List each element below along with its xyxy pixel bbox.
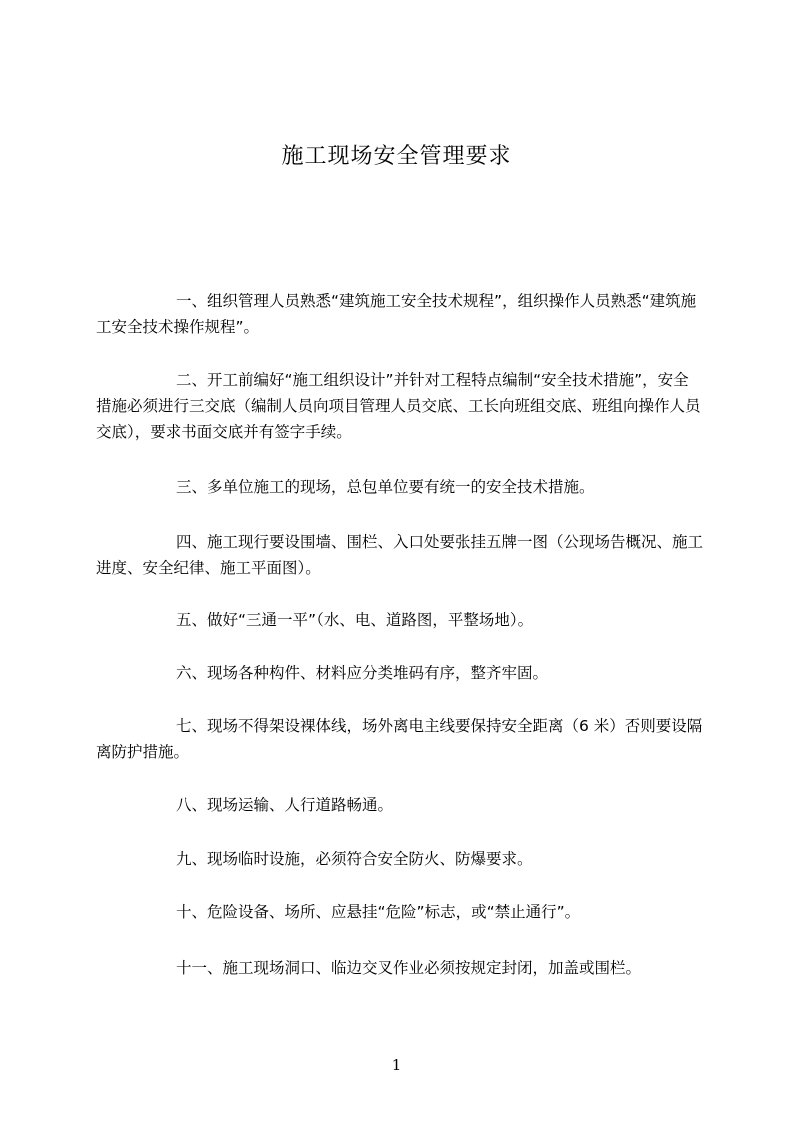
clause-text: 危险设备、场所、应悬挂“危险”标志，或“禁止通行”。 — [207, 903, 581, 921]
clause-number: 十、 — [176, 903, 208, 921]
clause-number: 四、 — [176, 533, 208, 551]
clause-2 — [96, 367, 704, 445]
page-title: 施工现场安全管理要求 — [281, 144, 512, 169]
clause-text: 施工现行要设围墙、围栏、入口处要张挂五牌一图（公现场告概况、施工进度、安全纪律、施工平面图）。 — [96, 533, 704, 577]
clause-text: 多单位施工的现场，总包单位要有统一的安全技术措施。 — [207, 478, 595, 496]
clause-8 — [96, 792, 704, 818]
clause-text: 现场临时设施，必须符合安全防火、防爆要求。 — [207, 850, 533, 868]
page-number: 1 — [391, 1056, 402, 1074]
clause-text: 做好“三通一平”（水、电、道路图，平整场地）。 — [207, 611, 534, 629]
clause-text: 现场各种构件、材料应分类堆码有序，整齐牢固。 — [207, 664, 549, 682]
clause-5 — [96, 607, 704, 633]
clause-6 — [96, 660, 704, 686]
clause-text: 组织管理人员熟悉“建筑施工安全技术规程”，组织操作人员熟悉“建筑施工安全技术操作规程”。 — [96, 292, 697, 336]
clause-number: 一、 — [176, 292, 208, 310]
clause-4 — [96, 529, 704, 581]
clause-9 — [96, 846, 704, 872]
clause-text: 开工前编好“施工组织设计”并针对工程特点编制“安全技术措施”，安全措施必须进行三交底（编制人员向项目管理人员交底、工长向班组交底、班组向操作人员交底），要求书面交底并有签字手续。 — [96, 371, 701, 441]
clause-number: 二、 — [176, 371, 208, 389]
clause-number: 九、 — [176, 850, 208, 868]
clause-text: 施工现场洞口、临边交叉作业必须按规定封闭，加盖或围栏。 — [222, 959, 642, 977]
clause-text: 现场不得架设裸体线，场外离电主线要保持安全距离（6 米）否则要设隔离防护措施。 — [96, 717, 703, 761]
clause-10 — [96, 899, 704, 925]
clause-number: 八、 — [176, 796, 208, 814]
clause-3 — [96, 474, 704, 500]
clause-text: 现场运输、人行道路畅通。 — [207, 796, 394, 814]
clause-number: 十一、 — [176, 959, 223, 977]
clause-number: 七、 — [176, 717, 208, 735]
clause-number: 六、 — [176, 664, 208, 682]
clause-number: 五、 — [176, 611, 208, 629]
clause-1 — [96, 288, 704, 340]
clause-11 — [96, 955, 704, 981]
clause-7 — [96, 713, 704, 765]
clause-number: 三、 — [176, 478, 208, 496]
